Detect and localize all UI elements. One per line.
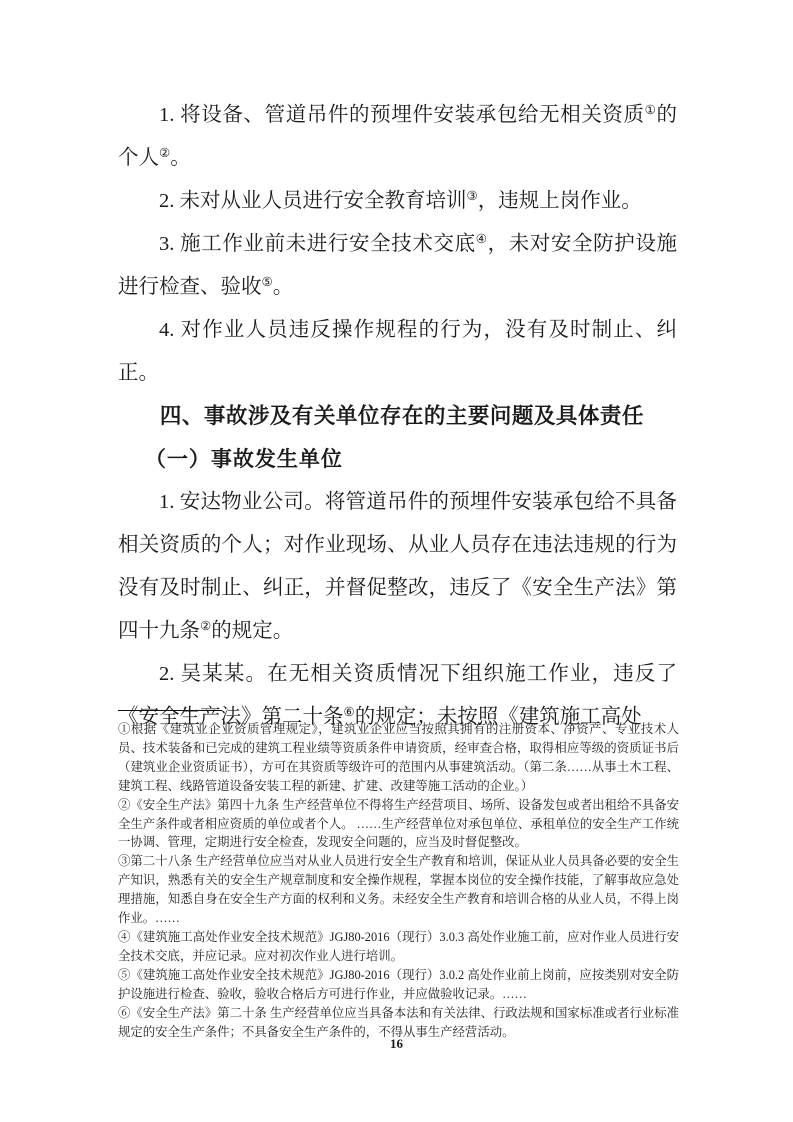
text-run: 1. 安达物业公司。将管道吊件的预埋件安装承包给不具备相关资质的个人；对作业现场、从业人员存在违法违规的行为没有及时制止、纠正，并督促整改，违反了《安全生产法》第四十九条: [118, 491, 677, 642]
text-run: 1. 将设备、管道吊件的预埋件安装承包给无相关资质: [159, 104, 645, 126]
footnote-separator: [118, 710, 222, 711]
footnote-ref: ②: [200, 619, 212, 633]
footnote-ref: ④: [475, 232, 488, 246]
text-run: 的规定。: [211, 620, 294, 642]
text-run: 。: [272, 276, 294, 298]
paragraph: [118, 180, 677, 223]
footnote-ref: ①: [644, 103, 657, 117]
text-run: 的规定；未按照《建筑施工高处: [354, 706, 642, 728]
footnote-item: ②《安全生产法》第四十九条 生产经营单位不得将生产经营项目、场所、设备发包或者出租给不具备安全生产条件或者相应资质的单位或者个人。 ……生产经营单位对承包单位、承租单位的安全生产工作统一协调、管理，定期进行安全检查，发现安全问题的，应当及时督促整改。: [118, 797, 679, 850]
footnote-ref: ⑥: [343, 705, 355, 719]
text-run: 四、事故涉及有关单位存在的主要问题及具体责任: [159, 404, 644, 428]
footnote-ref: ②: [159, 146, 171, 160]
text-run: 2. 未对从业人员进行安全教育培训: [159, 190, 467, 212]
footnote-item: ①根据《建筑业企业资质管理规定》，建筑业企业应当按照其拥有的注册资本、净资产、专业技术人员、技术装备和已完成的建筑工程业绩等资质条件申请资质，经审查合格，取得相应等级的资质证书后（建筑业企业资质证书），方可在其资质等级许可的范围内从事建筑活动。（第二条……从事土木工程、建筑工程、线路管道设备安装工程的新建、扩建、改建等施工活动的企业。）: [118, 722, 679, 793]
text-run: ，未对安全防护设施进行检查、验收: [118, 233, 678, 298]
footnote-item: ⑤《建筑施工高处作业安全技术规范》JGJ80-2016（现行）3.0.2 高处作业前上岗前，应按类别对安全防护设施进行检查、验收，验收合格后方可进行作业，并应做验收记录。……: [118, 967, 679, 1001]
paragraph: [118, 94, 677, 180]
footnote-item: ③第二十八条 生产经营单位应当对从业人员进行安全生产教育和培训，保证从业人员具备必要的安全生产知识，熟悉有关的安全生产规章制度和安全操作规程，掌握本岗位的安全操作技能，了解事故应急处理措施，知悉自身在安全生产方面的权利和义务。未经安全生产教育和培训合格的从业人员，不得上岗作业。……: [118, 854, 679, 926]
footnote-item: ④《建筑施工高处作业安全技术规范》JGJ80-2016（现行）3.0.3 高处作业施工前，应对作业人员进行安全技术交底，并应记录。应对初次作业人进行培训。: [118, 929, 679, 963]
text-run: 4. 对作业人员违反操作规程的行为，没有及时制止、纠正。: [118, 319, 677, 384]
text-run: ，违规上岗作业。: [477, 190, 642, 212]
footnote-item: ⑥《安全生产法》第二十条 生产经营单位应当具备本法和有关法律、行政法规和国家标准或者行业标准规定的安全生产条件；不具备安全生产条件的，不得从事生产经营活动。: [118, 1005, 679, 1039]
paragraph: [118, 481, 677, 653]
text-run: （一）事故发生单位: [144, 447, 343, 471]
document-body: [118, 94, 677, 739]
footnotes-list: [118, 720, 679, 1041]
footnote-ref: ⑤: [261, 275, 273, 289]
text-run: 的个人: [118, 104, 677, 169]
footnote-ref: ③: [466, 189, 478, 203]
page-number: 16: [390, 1036, 403, 1051]
heading1: [118, 395, 677, 438]
text-run: 3. 施工作业前未进行安全技术交底: [159, 233, 476, 255]
heading2: [118, 438, 677, 481]
text-run: 。: [170, 147, 191, 169]
paragraph: [118, 309, 677, 395]
text-run: 2. 吴某某。在无相关资质情况下组织施工作业，违反了《安全生产法》第二十条: [118, 663, 677, 728]
paragraph: [118, 223, 677, 309]
